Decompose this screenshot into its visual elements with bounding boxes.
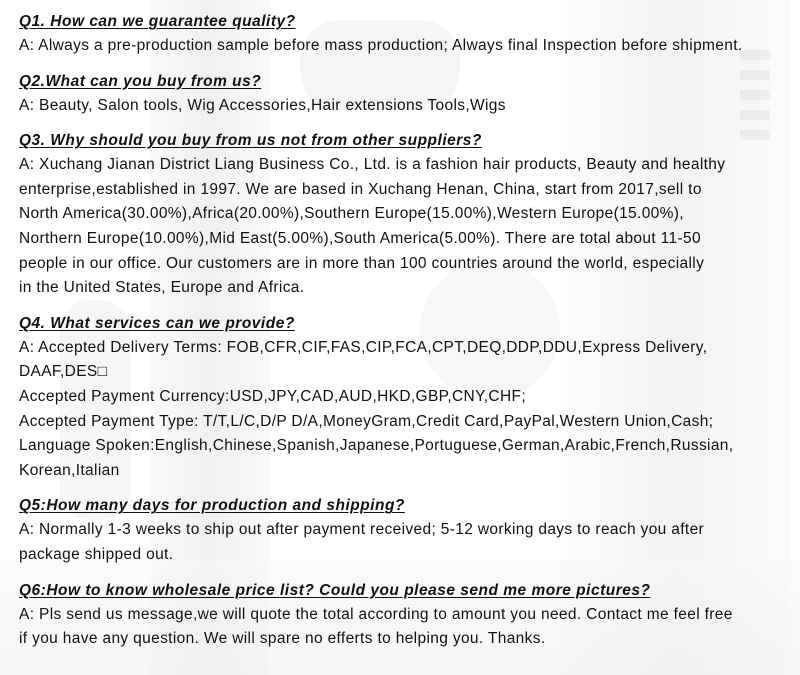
faq-item-q5 (19, 494, 797, 567)
faq-answer-line: people in our office. Our customers are in more than 100 countries around the world, especially (19, 254, 705, 272)
faq-question: Q6:How to know wholesale price list? Could you please send me more pictures? (19, 581, 651, 599)
faq-answer-line: A: Pls send us message,we will quote the total according to amount you need. Contact me feel free (19, 605, 733, 623)
faq-answer-line: A: Xuchang Jianan District Liang Business Co., Ltd. is a fashion hair products, Beauty and healthy (19, 156, 726, 174)
faq-item-q2 (19, 70, 797, 119)
faq-question: Q4. What services can we provide? (19, 314, 295, 332)
faq-answer-line: Korean,Italian (19, 461, 120, 479)
faq-answer-line: Accepted Payment Type: T/T,L/C,D/P D/A,MoneyGram,Credit Card,PayPal,Western Union,Cash; (19, 412, 714, 430)
faq-answer-line: package shipped out. (19, 545, 174, 563)
faq-answer-line: Accepted Payment Currency:USD,JPY,CAD,AUD,HKD,GBP,CNY,CHF; (19, 387, 526, 405)
faq-answer-line: Northern Europe(10.00%),Mid East(5.00%),South America(5.00%). There are total about 11-50 (19, 229, 701, 247)
faq-answer-line: Language Spoken:English,Chinese,Spanish,Japanese,Portuguese,German,Arabic,French,Russian, (19, 437, 734, 455)
faq-list (19, 10, 797, 652)
faq-answer-line: North America(30.00%),Africa(20.00%),Southern Europe(15.00%),Western Europe(15.00%), (19, 205, 684, 223)
faq-item-q3 (19, 129, 797, 301)
faq-answer-line: A: Always a pre-production sample before mass production; Always final Inspection before shipment. (19, 37, 743, 54)
faq-answer-line: A: Normally 1-3 weeks to ship out after payment received; 5-12 working days to reach you after (19, 521, 705, 539)
faq-question: Q1. How can we guarantee quality? (19, 13, 296, 30)
faq-answer-line: A: Accepted Delivery Terms: FOB,CFR,CIF,FAS,CIP,FCA,CPT,DEQ,DDP,DDU,Express Delivery, (19, 338, 708, 356)
faq-item-q4 (19, 312, 797, 484)
faq-answer-line: A: Beauty, Salon tools, Wig Accessories,Hair extensions Tools,Wigs (19, 96, 506, 114)
faq-item-q6 (19, 579, 797, 652)
faq-answer-line: DAAF,DES□ (19, 363, 108, 381)
faq-answer-line: enterprise,established in 1997. We are based in Xuchang Henan, China, start from 2017,sell to (19, 180, 702, 198)
faq-question: Q2.What can you buy from us? (19, 72, 262, 90)
faq-question: Q3. Why should you buy from us not from other suppliers? (19, 132, 482, 150)
faq-answer-line: in the United States, Europe and Africa. (19, 279, 305, 297)
faq-question: Q5:How many days for production and shipping? (19, 497, 405, 515)
faq-item-q1 (19, 10, 797, 59)
faq-answer-line: if you have any question. We will spare no efferts to helping you. Thanks. (19, 630, 546, 648)
